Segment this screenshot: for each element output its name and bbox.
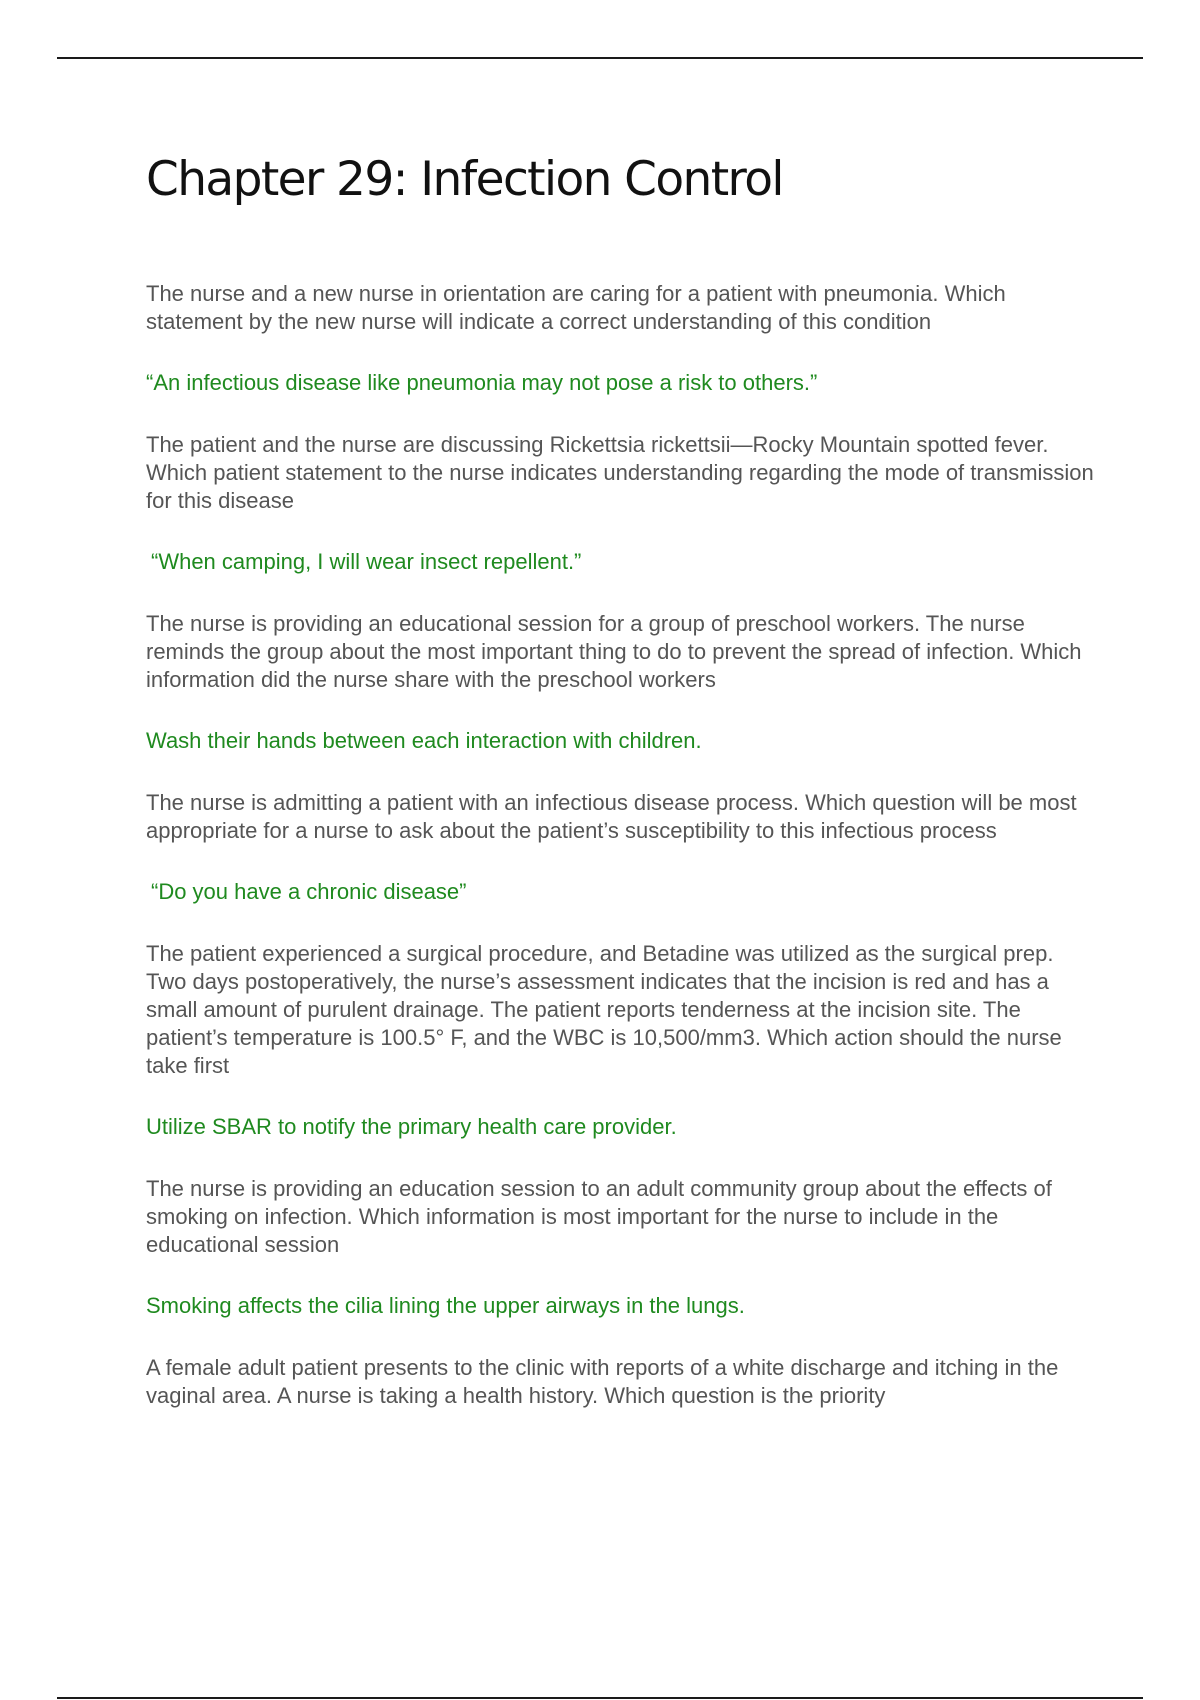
question-text: The nurse is providing an educational session for a group of preschool workers. The nurse reminds the group about the most important thing to do to prevent the spread of infection. Which information did the nurse share with the preschool workers (146, 611, 1082, 692)
qa-item (146, 280, 1096, 397)
question-list (146, 280, 1096, 1410)
qa-item (146, 1354, 1096, 1410)
answer-text: “Do you have a chronic disease” (151, 879, 467, 904)
answer-text: Wash their hands between each interaction with children. (146, 728, 702, 753)
qa-item (146, 1175, 1096, 1320)
chapter-title: Chapter 29: Infection Control (146, 152, 783, 207)
question-text: The nurse is providing an education session to an adult community group about the effects of smoking on infection. Which information is most important for the nurse to include in the educational session (146, 1176, 1052, 1257)
answer-text: Smoking affects the cilia lining the upper airways in the lungs. (146, 1293, 745, 1318)
qa-item (146, 431, 1096, 576)
question-text: The patient and the nurse are discussing Rickettsia rickettsii—Rocky Mountain spotted fever. Which patient statement to the nurse indicates understanding regarding the mode of transmission for this disease (146, 432, 1094, 513)
qa-item (146, 610, 1096, 755)
question-text: A female adult patient presents to the clinic with reports of a white discharge and itching in the vaginal area. A nurse is taking a health history. Which question is the priority (146, 1355, 1059, 1408)
question-text: The patient experienced a surgical procedure, and Betadine was utilized as the surgical prep. Two days postoperatively, the nurse’s assessment indicates that the incision is red and has a small amount of purulent drainage. The patient reports tenderness at the incision site. The patient’s temperature is 100.5° F, and the WBC is 10,500/mm3. Which action should the nurse take first (146, 941, 1062, 1078)
qa-item (146, 789, 1096, 906)
qa-item (146, 940, 1096, 1141)
answer-text: Utilize SBAR to notify the primary health care provider. (146, 1114, 677, 1139)
question-text: The nurse is admitting a patient with an infectious disease process. Which question will be most appropriate for a nurse to ask about the patient’s susceptibility to this infectious process (146, 790, 1077, 843)
answer-text: “When camping, I will wear insect repellent.” (151, 549, 582, 574)
answer-text: “An infectious disease like pneumonia may not pose a risk to others.” (146, 370, 818, 395)
document-page (146, 150, 1096, 1410)
bottom-rule (57, 1697, 1143, 1699)
top-rule (57, 57, 1143, 59)
question-text: The nurse and a new nurse in orientation are caring for a patient with pneumonia. Which statement by the new nurse will indicate a correct understanding of this condition (146, 281, 1006, 334)
